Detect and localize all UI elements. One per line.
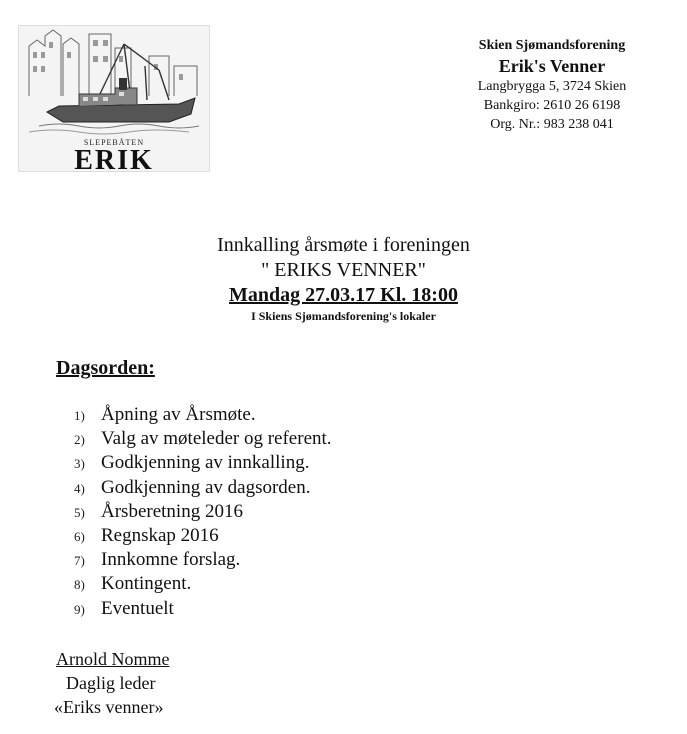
agenda-item — [74, 525, 332, 549]
organization-group: Erik's Venner — [498, 56, 606, 76]
meeting-date: Mandag 27.03.17 Kl. 18:00 — [229, 284, 458, 306]
agenda-item-number: 6) — [74, 528, 85, 544]
organization-name: Skien Sjømandsforening — [478, 38, 626, 53]
agenda-item — [74, 598, 332, 622]
tugboat-logo — [18, 25, 210, 176]
agenda-item-number: 1) — [74, 408, 85, 423]
agenda-item-number: 4) — [74, 480, 85, 496]
agenda-item-number: 3) — [74, 456, 85, 472]
agenda-item-number: 5) — [74, 504, 85, 520]
agenda-item — [74, 501, 332, 525]
agenda-item — [74, 549, 332, 573]
agenda-item-text: Godkjenning av innkalling. — [101, 452, 310, 474]
tugboat-illustration-icon — [19, 26, 209, 136]
agenda-item-number: 2) — [74, 432, 85, 448]
agenda-item-text: Valg av møteleder og referent. — [101, 428, 332, 450]
heading-line-1: Innkalling årsmøte i foreningen — [217, 234, 470, 256]
agenda-item-text: Årsberetning 2016 — [101, 500, 243, 522]
agenda-item-number: 9) — [74, 601, 85, 617]
agenda-item-text: Eventuelt — [101, 597, 174, 619]
agenda-title: Dagsorden: — [56, 357, 155, 379]
agenda-list — [74, 404, 332, 622]
signature-org: «Eriks venner» — [54, 697, 164, 717]
agenda-item-text: Innkomne forslag. — [101, 549, 241, 571]
agenda-item-text: Åpning av Årsmøte. — [101, 404, 256, 425]
agenda-item-text: Kontingent. — [101, 573, 192, 595]
meeting-heading — [0, 232, 687, 324]
organization-info — [457, 37, 647, 134]
meeting-location: I Skiens Sjømandsforening's lokaler — [251, 309, 436, 323]
agenda-item-number: 8) — [74, 577, 85, 593]
agenda-item-number: 7) — [74, 553, 85, 569]
agenda-item — [74, 428, 332, 452]
organization-org-nr: Org. Nr.: 983 238 041 — [490, 117, 614, 132]
agenda-item — [74, 573, 332, 597]
signature-name: Arnold Nomme — [56, 649, 170, 669]
organization-address: Langbrygga 5, 3724 Skien — [477, 79, 627, 94]
agenda-item-text: Regnskap 2016 — [101, 524, 219, 546]
agenda-item — [74, 452, 332, 476]
logo-subtitle: SLEPEBÅTEN — [83, 138, 145, 147]
logo-title: ERIK — [74, 145, 154, 176]
organization-bankgiro: Bankgiro: 2610 26 6198 — [483, 98, 621, 113]
agenda-item-text: Godkjenning av dagsorden. — [101, 476, 311, 498]
agenda-item — [74, 477, 332, 501]
heading-line-2: " ERIKS VENNER" — [261, 259, 426, 281]
agenda-item — [74, 404, 332, 428]
signature-block — [56, 647, 169, 719]
signature-role: Daglig leder — [66, 673, 156, 693]
